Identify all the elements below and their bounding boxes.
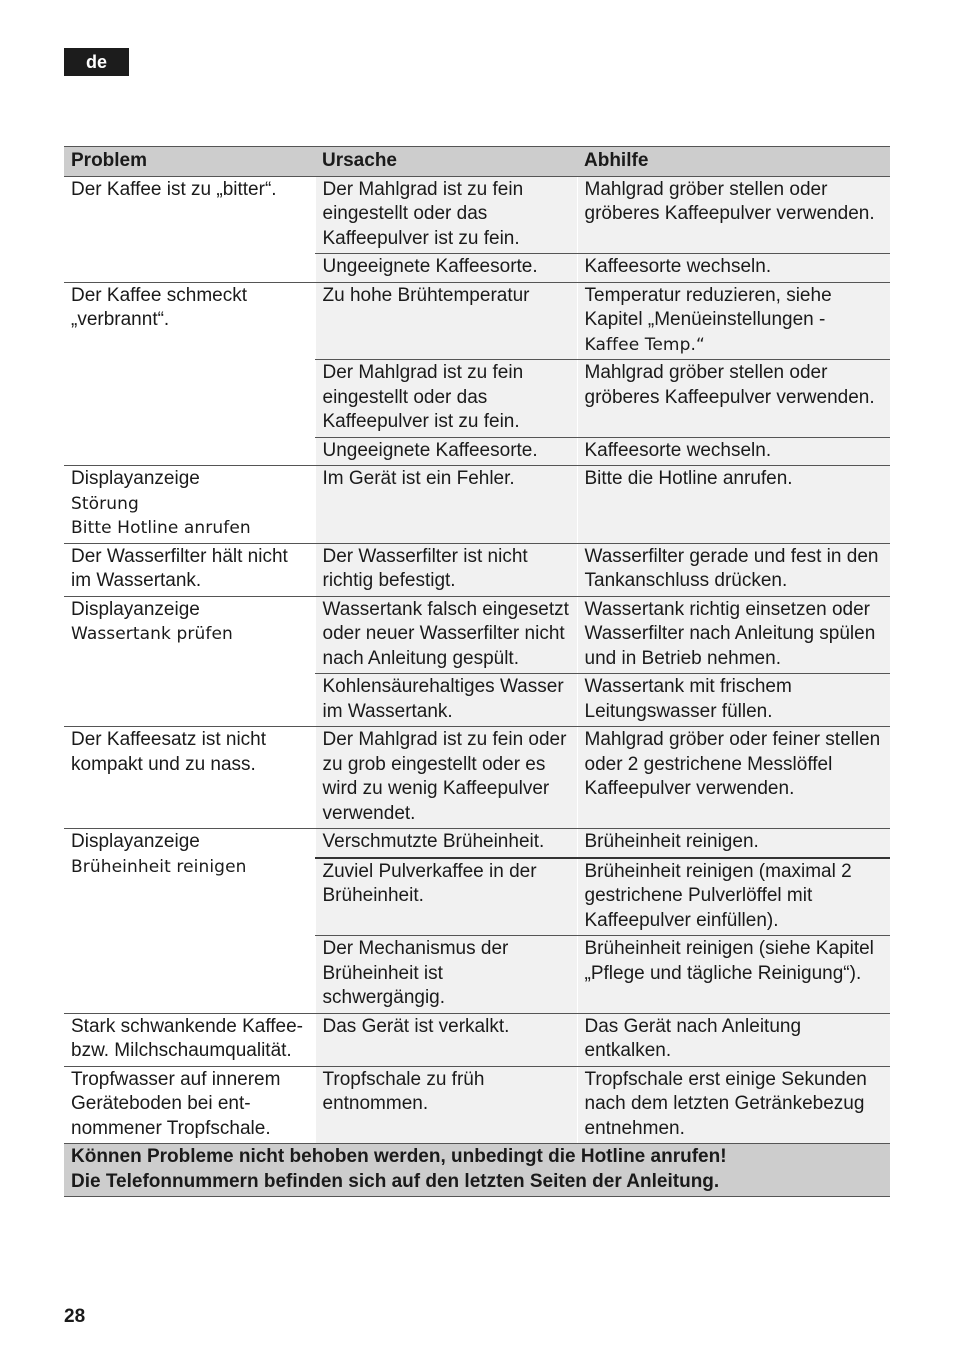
cause-cell: Kohlensäurehaltiges Wasser im Wassertank.	[315, 674, 577, 727]
hotline-notice	[64, 1144, 890, 1197]
fix-cell: Brüheinheit reinigen (siehe Kapitel „Pflege und tägliche Reinigung“).	[577, 936, 890, 1014]
header-fix: Abhilfe	[577, 147, 890, 177]
fix-cell: Brüheinheit reinigen.	[577, 829, 890, 858]
cause-cell: Verschmutzte Brüheinheit.	[315, 829, 577, 858]
fix-cell: Wassertank richtig einsetzen oder Wasserfilter nach Anleitung spülen und in Betrieb nehmen.	[577, 596, 890, 674]
cause-cell: Der Mahlgrad ist zu fein oder zu grob eingestellt oder es wird zu wenig Kaffeepulver verwendet.	[315, 727, 577, 829]
fix-cell: Mahlgrad gröber stellen oder gröberes Kaffeepulver verwenden.	[577, 176, 890, 254]
fix-cell: Kaffeesorte wechseln.	[577, 437, 890, 466]
problem-cell: Tropfwasser auf innerem Geräteboden bei entnommener Tropfschale.	[64, 1066, 315, 1144]
problem-cell: Der Kaffeesatz ist nicht kompakt und zu nass.	[64, 727, 315, 829]
fix-cell: Bitte die Hotline anrufen.	[577, 466, 890, 544]
display-text: Brüheinheit reinigen	[71, 856, 247, 877]
table-row	[64, 727, 890, 829]
hotline-notice-line: Können Probleme nicht behoben werden, unbedingt die Hotline anrufen!	[71, 1146, 727, 1167]
problem-cell	[64, 829, 315, 1014]
cause-cell: Ungeeignete Kaffeesorte.	[315, 437, 577, 466]
fix-cell	[577, 282, 890, 360]
troubleshooting-table	[64, 146, 890, 1197]
fix-text: Temperatur reduzieren, siehe Kapitel „Menüeinstellungen -	[584, 284, 832, 330]
cause-cell: Zu hohe Brühtemperatur	[315, 282, 577, 360]
fix-cell: Wassertank mit frischem Leitungswasser füllen.	[577, 674, 890, 727]
cause-cell: Ungeeignete Kaffeesorte.	[315, 254, 577, 283]
fix-cell: Das Gerät nach Anleitung entkalken.	[577, 1013, 890, 1066]
fix-cell: Kaffeesorte wechseln.	[577, 254, 890, 283]
table-row	[64, 829, 890, 858]
cause-cell: Tropfschale zu früh entnommen.	[315, 1066, 577, 1144]
cause-cell: Zuviel Pulverkaffee in der Brüheinheit.	[315, 858, 577, 936]
cause-cell: Der Mechanismus der Brüheinheit ist schwergängig.	[315, 936, 577, 1014]
table-footer-row	[64, 1144, 890, 1197]
problem-cell	[64, 596, 315, 727]
table-row	[64, 466, 890, 544]
phone-numbers-notice-line: Die Telefonnummern befinden sich auf den letzten Seiten der Anleitung.	[71, 1170, 720, 1192]
cause-cell: Das Gerät ist verkalkt.	[315, 1013, 577, 1066]
problem-cell: Stark schwankende Kaffee- bzw. Milchschaumqualität.	[64, 1013, 315, 1066]
fix-cell: Wasserfilter gerade und fest in den Tankanschluss drücken.	[577, 543, 890, 596]
cause-cell: Im Gerät ist ein Fehler.	[315, 466, 577, 544]
fix-cell: Mahlgrad gröber oder feiner stellen oder 2 gestrichene Messlöffel Kaffeepulver verwenden.	[577, 727, 890, 829]
display-label: Displayanzeige	[71, 831, 200, 852]
display-text: Störung	[71, 493, 139, 514]
display-label: Displayanzeige	[71, 598, 200, 620]
display-text: Bitte Hotline anrufen	[71, 518, 251, 538]
header-cause: Ursache	[315, 147, 577, 177]
table-row	[64, 1066, 890, 1144]
fix-cell: Brüheinheit reinigen (maximal 2 gestrichene Pulverlöffel mit Kaffeepulver einfüllen).	[577, 858, 890, 936]
cause-cell: Der Mahlgrad ist zu fein eingestellt oder das Kaffeepulver ist zu fein.	[315, 176, 577, 254]
problem-cell	[64, 466, 315, 544]
table-row	[64, 596, 890, 674]
fix-cell: Mahlgrad gröber stellen oder gröberes Kaffeepulver verwenden.	[577, 360, 890, 438]
display-text: Wassertank prüfen	[71, 624, 233, 644]
cause-cell: Der Mahlgrad ist zu fein eingestellt oder das Kaffeepulver ist zu fein.	[315, 360, 577, 438]
problem-cell: Der Kaffee schmeckt „verbrannt“.	[64, 282, 315, 466]
header-problem: Problem	[64, 147, 315, 177]
table-row	[64, 1013, 890, 1066]
fix-cell: Tropfschale erst einige Sekunden nach dem letzten Getränkebezug entnehmen.	[577, 1066, 890, 1144]
cause-cell: Wassertank falsch eingesetzt oder neuer Wasserfilter nicht nach Anleitung gespült.	[315, 596, 577, 674]
problem-cell: Der Wasserfilter hält nicht im Wassertank.	[64, 543, 315, 596]
table-header-row	[64, 147, 890, 177]
display-label: Displayanzeige	[71, 468, 200, 489]
display-text: Kaffee Temp.“	[584, 334, 705, 355]
table-row	[64, 543, 890, 596]
table-row	[64, 282, 890, 360]
language-tab: de	[64, 48, 129, 76]
cause-cell: Der Wasserfilter ist nicht richtig befestigt.	[315, 543, 577, 596]
problem-cell: Der Kaffee ist zu „bitter“.	[64, 176, 315, 282]
page-number: 28	[64, 1306, 86, 1327]
table-row	[64, 176, 890, 254]
